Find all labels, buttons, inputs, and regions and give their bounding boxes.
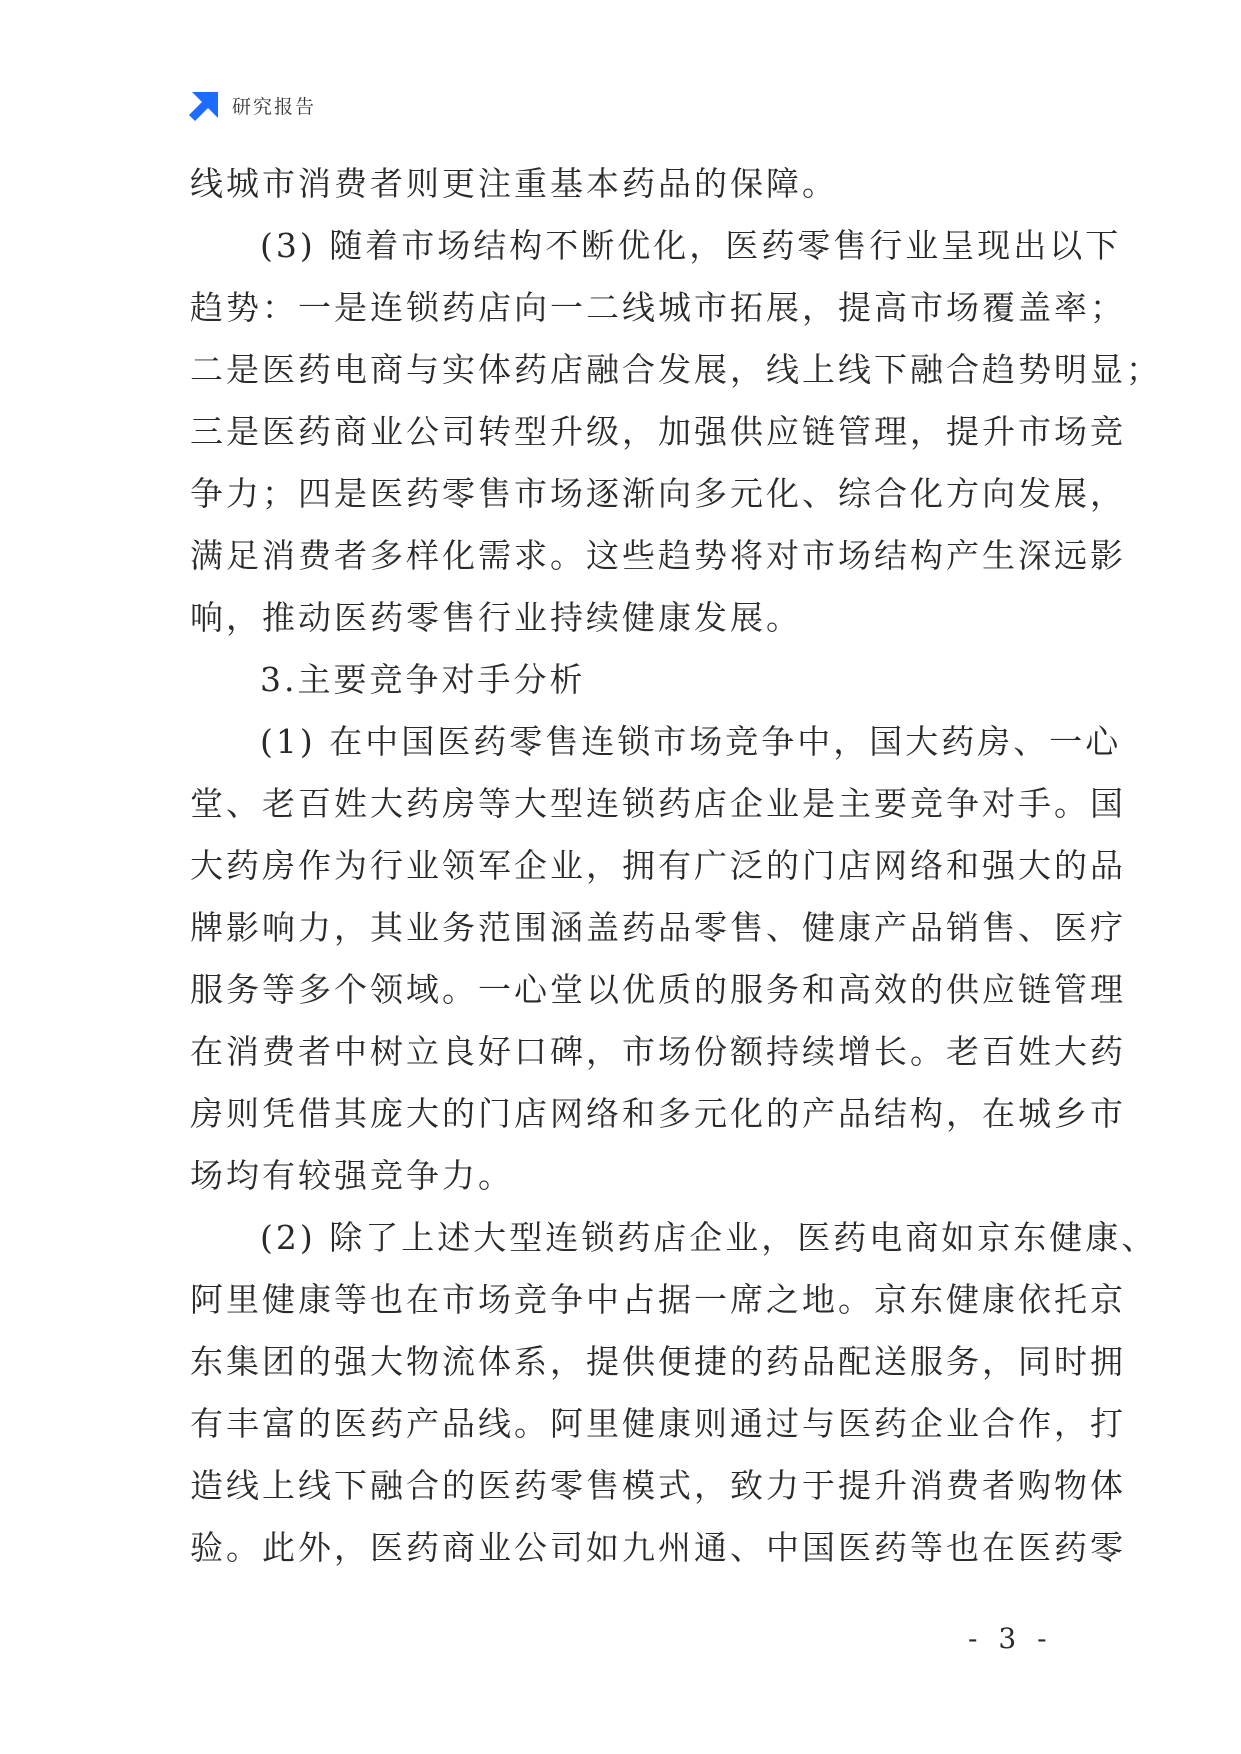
- text-line: 服务等多个领域。一心堂以优质的服务和高效的供应链管理: [190, 970, 1126, 1009]
- text-line: 二是医药电商与实体药店融合发展，线上线下融合趋势明显；: [190, 350, 1162, 389]
- text-line: 造线上线下融合的医药零售模式，致力于提升消费者购物体: [190, 1466, 1126, 1505]
- text-line: 房则凭借其庞大的门店网络和多元化的产品结构，在城乡市: [190, 1094, 1126, 1133]
- text-line: 大药房作为行业领军企业，拥有广泛的门店网络和强大的品: [190, 846, 1126, 885]
- report-label: 研究报告: [232, 95, 317, 118]
- paragraph-start-line: (1) 在中国医药零售连锁市场竞争中，国大药房、一心: [260, 722, 1122, 761]
- text-line: 有丰富的医药产品线。阿里健康则通过与医药企业合作，打: [190, 1404, 1126, 1443]
- section-heading: 3.主要竞争对手分析: [260, 660, 586, 699]
- text-line: 趋势：一是连锁药店向一二线城市拓展，提高市场覆盖率；: [190, 288, 1126, 327]
- text-line: 满足消费者多样化需求。这些趋势将对市场结构产生深远影: [190, 536, 1126, 575]
- text-line: 牌影响力，其业务范围涵盖药品零售、健康产品销售、医疗: [190, 908, 1126, 947]
- text-line: 阿里健康等也在市场竞争中占据一席之地。京东健康依托京: [190, 1280, 1126, 1319]
- arrow-up-right-icon: [188, 88, 222, 122]
- text-line: 争力；四是医药零售市场逐渐向多元化、综合化方向发展，: [190, 474, 1126, 513]
- text-line: 验。此外，医药商业公司如九州通、中国医药等也在医药零: [190, 1528, 1126, 1567]
- text-line: 东集团的强大物流体系，提供便捷的药品配送服务，同时拥: [190, 1342, 1126, 1381]
- page-number: - 3 -: [968, 1622, 1053, 1655]
- page-header: [188, 88, 316, 122]
- text-line: 响，推动医药零售行业持续健康发展。: [190, 598, 802, 637]
- body-text: [190, 153, 1162, 1579]
- text-line: 堂、老百姓大药房等大型连锁药店企业是主要竞争对手。国: [190, 784, 1126, 823]
- text-line: 场均有较强竞争力。: [190, 1156, 514, 1195]
- paragraph-start-line: (3) 随着市场结构不断优化，医药零售行业呈现出以下: [260, 226, 1122, 265]
- text-line: 在消费者中树立良好口碑，市场份额持续增长。老百姓大药: [190, 1032, 1126, 1071]
- text-line: 线城市消费者则更注重基本药品的保障。: [190, 164, 838, 203]
- text-line: 三是医药商业公司转型升级，加强供应链管理，提升市场竞: [190, 412, 1126, 451]
- paragraph-start-line: (2) 除了上述大型连锁药店企业，医药电商如京东健康、: [260, 1218, 1158, 1257]
